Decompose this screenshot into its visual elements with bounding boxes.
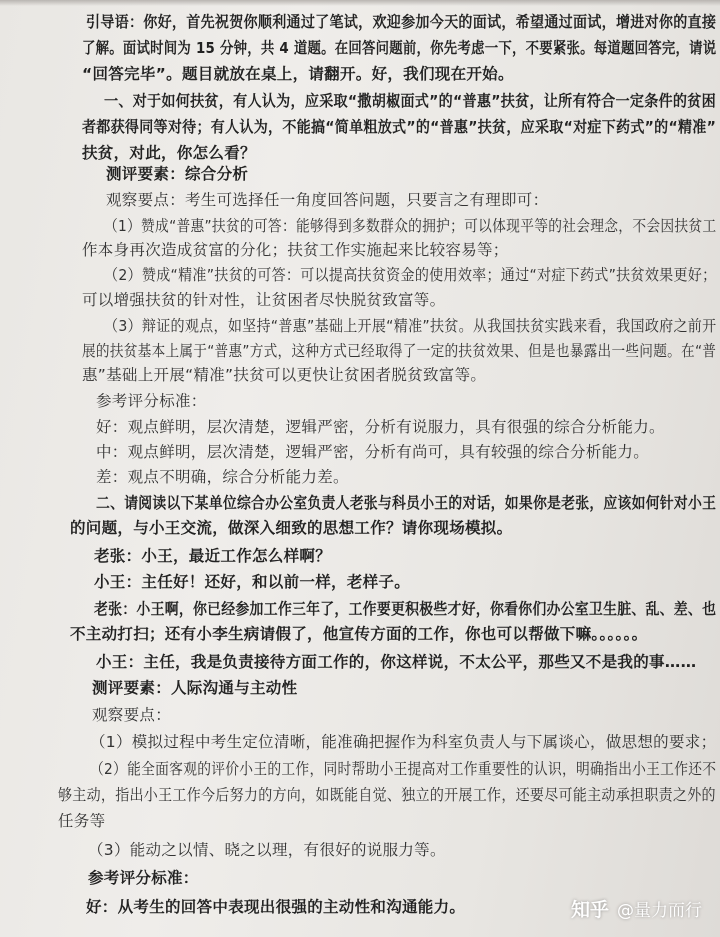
q2-point-2-line-2: 够主动，指出小王工作今后努力的方向，如既能自觉、独立的开展工作，还要尽可能主动承担职责之外的 (58, 786, 716, 804)
question-2-line-2: 的问题，与小王交流，做深入细致的思想工作？请你现场模拟。 (70, 519, 513, 537)
dialogue-lao-zhang-1: 老张：小王，最近工作怎么样啊？ (94, 547, 332, 565)
q1-point-3-line-2: 展的扶贫基本上属于“普惠”方式，这种方式已经取得了一定的扶贫效果、但是也暴露出一些问题。在“普 (82, 342, 717, 360)
q1-point-3-line-3: 惠”基础上开展“精准”扶贫可以更快让贫困者脱贫致富等。 (82, 366, 487, 384)
dialogue-xiao-wang-2: 小王：主任，我是负责接待方面工作的，你这样说，不太公平，那些又不是我的事…… (96, 653, 697, 671)
q2-scoring-heading: 参考评分标准： (88, 869, 199, 887)
question-1-line-1: 一、对于如何扶贫，有人认为，应采取“撒胡椒面式”的“普惠”扶贫，让所有符合一定条件的贫困 (104, 92, 716, 110)
q2-point-2-line-1: （2）能全面客观的评价小王的工作，同时帮助小王提高对工作重要性的认识，明确指出小王工作还不 (90, 760, 717, 778)
q1-observation-points: 观察要点：考生可选择任一角度回答问题，只要言之有理即可： (106, 191, 549, 209)
q1-evaluation-factor: 测评要素：综合分析 (106, 165, 249, 183)
intro-line-2: 了解。面试时间为 15 分钟，共 4 道题。在回答问题前，你先考虑一下，不要紧张。每道题回答完，请说 (82, 39, 717, 57)
zhihu-logo: 知乎 (570, 898, 609, 921)
intro-line-3: “回答完毕”。题目就放在桌上，请翻开。好，我们现在开始。 (82, 65, 514, 83)
watermark-author: @量力而行 (617, 900, 702, 921)
q1-score-medium: 中：观点鲜明，层次清楚，逻辑严密，分析有尚可，具有较强的综合分析能力。 (96, 443, 650, 461)
q1-point-3-line-1: （3）辩证的观点，如坚持“普惠”基础上开展“精准”扶贫。从我国扶贫实践来看，我国政府之前开 (104, 317, 717, 335)
q1-point-2-line-1: （2）赞成“精准”扶贫的可答：可以提高扶贫资金的使用效率；通过“对症下药式”扶贫效果更好； (104, 266, 717, 284)
q2-score-good: 好：从考生的回答中表现出很强的主动性和沟通能力。 (86, 898, 466, 916)
q1-point-2-line-2: 可以增强扶贫的针对性，让贫困者尽快脱贫致富等。 (82, 291, 446, 309)
q1-scoring-heading: 参考评分标准： (96, 392, 207, 410)
q1-score-poor: 差：观点不明确，综合分析能力差。 (96, 468, 349, 486)
q2-point-2-line-3: 任务等 (58, 812, 106, 830)
question-2-line-1: 二、请阅读以下某单位综合办公室负责人老张与科员小王的对话，如果你是老张，应该如何针对小王 (96, 494, 717, 512)
question-1-line-3: 扶贫，对此，你怎么看？ (82, 144, 256, 162)
page-top-edge (0, 0, 720, 6)
dialogue-lao-zhang-2-line-2: 不主动打扫；还有小李生病请假了，他宣传方面的工作，你也可以帮做下嘛。。。。。。 (70, 625, 648, 643)
q2-point-3: （3）能动之以情、晓之以理，有很好的说服力等。 (88, 841, 446, 859)
q2-point-1: （1）模拟过程中考生定位清晰，能准确把握作为科室负责人与下属谈心，做思想的要求； (90, 733, 717, 751)
dialogue-xiao-wang-1: 小王：主任好！还好，和以前一样，老样子。 (94, 573, 411, 591)
q1-point-1-line-2: 作本身再次造成贫富的分化；扶贫工作实施起来比较容易等； (82, 241, 509, 259)
q1-score-good: 好：观点鲜明，层次清楚，逻辑严密，分析有说服力，具有很强的综合分析能力。 (96, 418, 665, 436)
q2-evaluation-factor: 测评要素：人际沟通与主动性 (92, 679, 298, 697)
zhihu-watermark (571, 893, 702, 923)
intro-line-1: 引导语：你好，首先祝贺你顺利通过了笔试，欢迎参加今天的面试，希望通过面试，增进对你的直接 (86, 13, 717, 31)
q1-point-1-line-1: （1）赞成“普惠”扶贫的可答：能够得到多数群众的拥护；可以体现平等的社会理念，不会因扶贫工 (104, 217, 717, 235)
q2-observation-heading: 观察要点： (92, 706, 172, 724)
dialogue-lao-zhang-2-line-1: 老张：小王啊，你已经参加工作三年了，工作要更积极些才好，你看你们办公室卫生脏、乱、差、也 (94, 600, 717, 618)
question-1-line-2: 者都获得同等对待；有人认为，不能搞“简单粗放式”的“普惠”扶贫，应采取“对症下药式”的“精准” (82, 118, 717, 136)
